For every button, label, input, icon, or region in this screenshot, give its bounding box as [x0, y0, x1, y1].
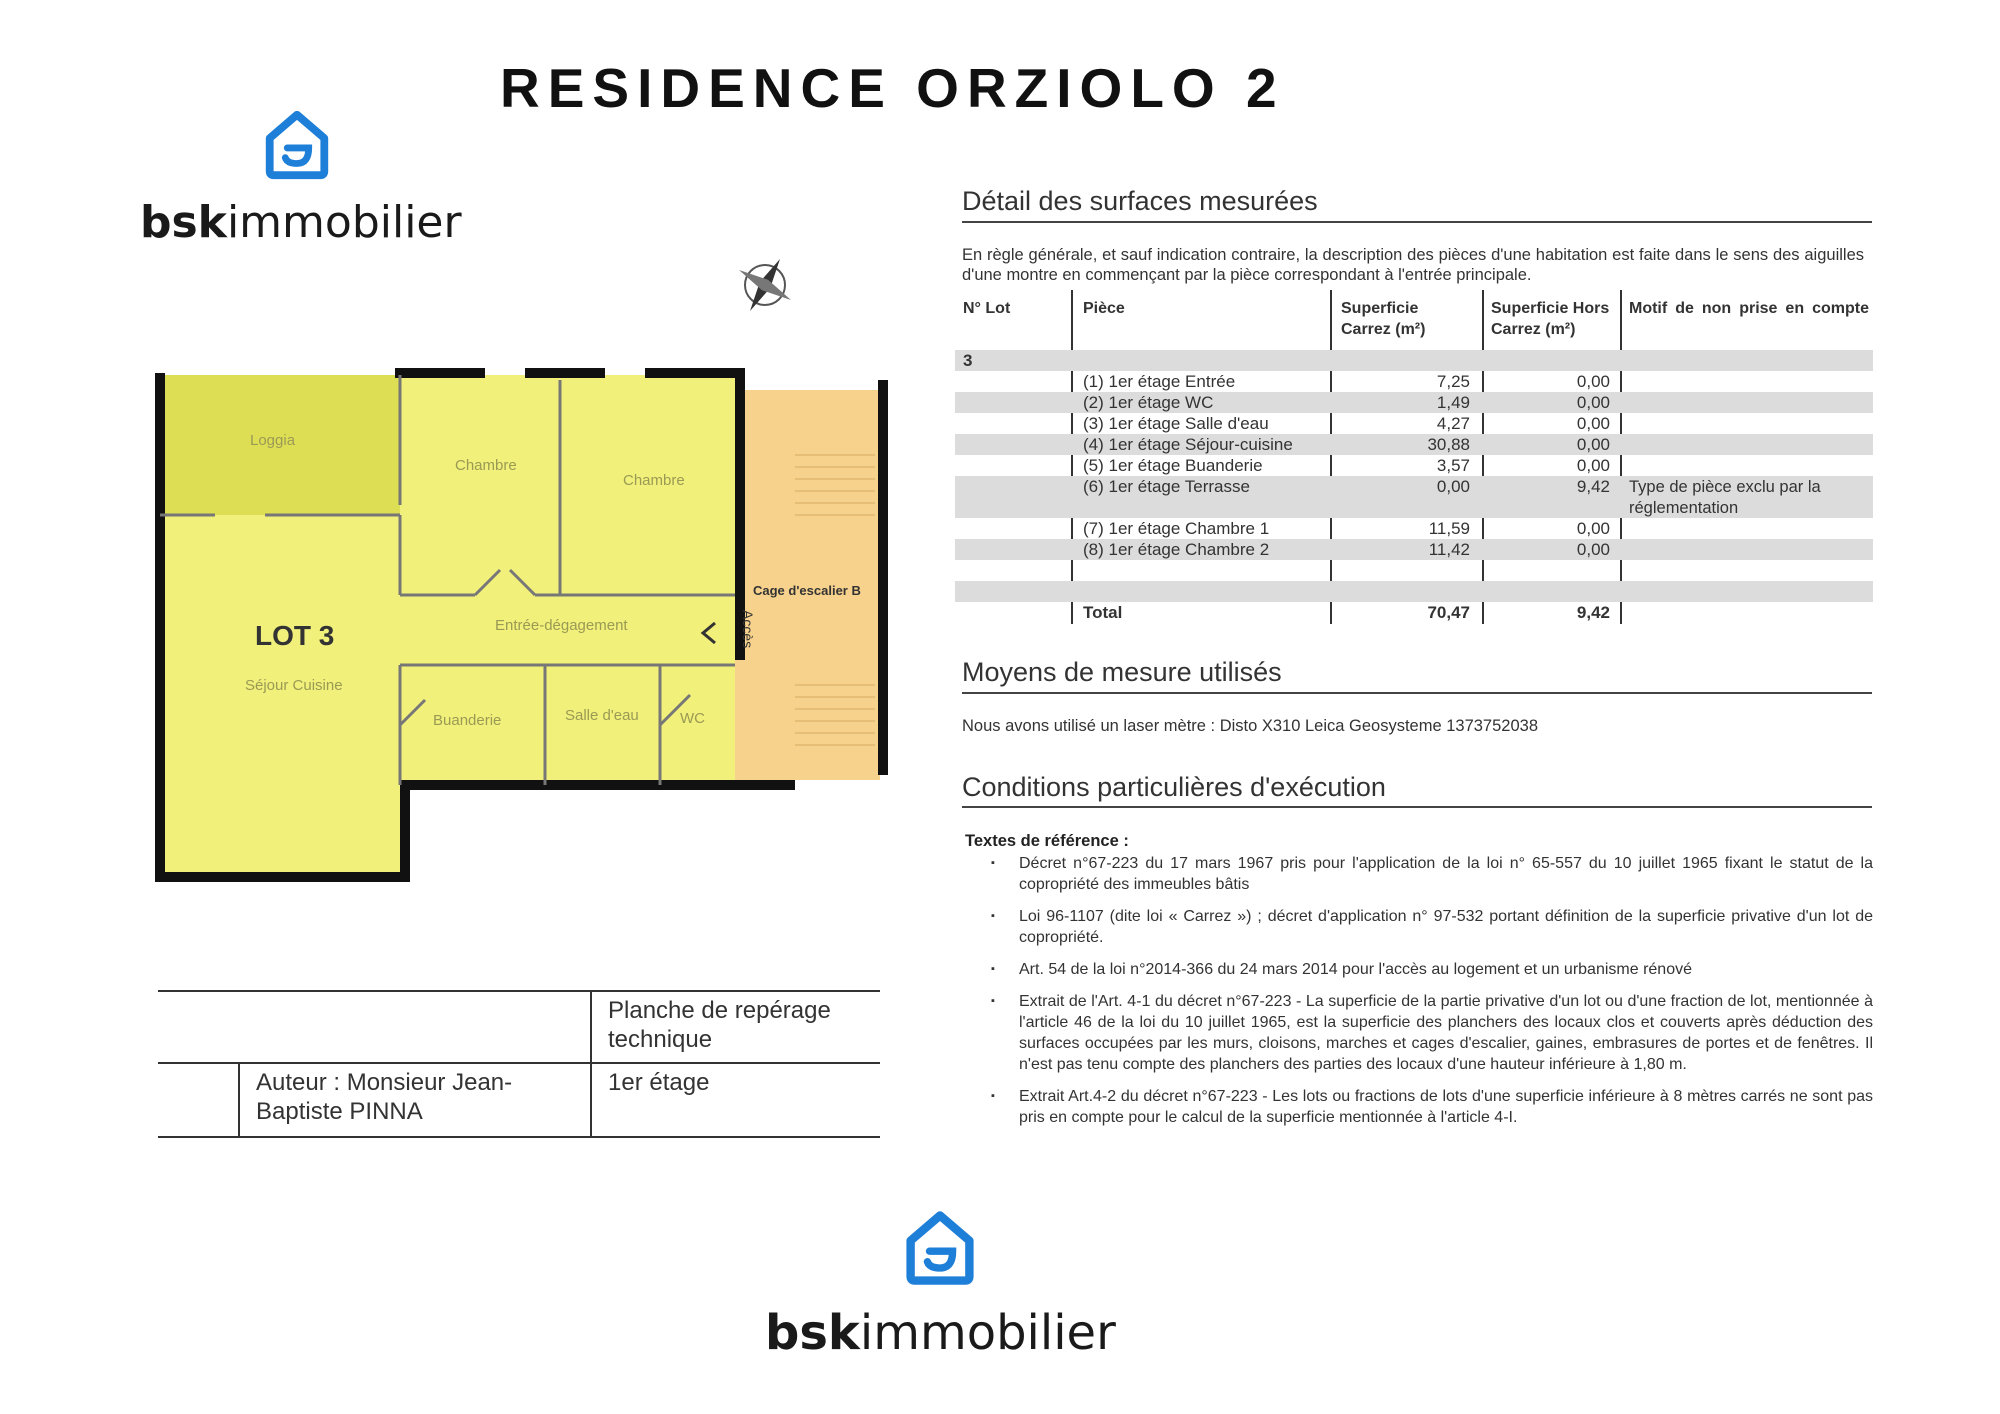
room-label-sejour: Séjour Cuisine — [245, 677, 343, 694]
house-logo-icon — [258, 105, 336, 183]
room-label-chambre-1: Chambre — [455, 457, 517, 474]
room-label-cage: Cage d'escalier B — [753, 583, 861, 598]
table-row-total: Total 70,47 9,42 — [1083, 603, 1610, 622]
header-carrez: Superficie Carrez (m²) — [1341, 300, 1426, 338]
lot-label: LOT 3 — [255, 620, 335, 651]
house-logo-icon — [898, 1205, 982, 1289]
document-title: RESIDENCE ORZIOLO 2 — [500, 57, 1285, 119]
header-lot: N° Lot — [963, 300, 1011, 317]
table-row: (4) 1er étage Séjour-cuisine 30,88 0,00 — [955, 434, 1873, 455]
surfaces-table — [955, 290, 1873, 624]
room-label-acces: Accès — [740, 610, 756, 649]
list-item: ▪ Loi 96-1107 (dite loi « Carrez ») ; décret d'application n° 97-532 portant définition de la superficie privative d'un lot de copropriété. — [1019, 906, 1873, 948]
references — [965, 832, 1873, 1139]
table-row: (5) 1er étage Buanderie 3,57 0,00 — [1083, 456, 1610, 475]
brand-wordmark: bskimmobilier — [765, 1305, 1116, 1361]
brand-logo-top — [140, 105, 470, 255]
room-label-wc: WC — [680, 710, 705, 727]
moyens-text: Nous avons utilisé un laser mètre : Disto X310 Leica Geosysteme 1373752038 — [962, 717, 1538, 735]
section-title-conditions: Conditions particulières d'exécution — [962, 772, 1386, 802]
list-item: ▪ Décret n°67-223 du 17 mars 1967 pris pour l'application de la loi n° 65-557 du 10 juillet 1965 fixant le statut de la copropriété des immeubles bâtis — [1019, 853, 1873, 895]
references-heading: Textes de référence : — [965, 832, 1129, 850]
list-item: ▪ Art. 54 de la loi n°2014-366 du 24 mars 2014 pour l'accès au logement et un urbanisme rénové — [1019, 959, 1873, 980]
list-item: ▪ Extrait de l'Art. 4-1 du décret n°67-223 - La superficie de la partie privative d'un lot ou d'une fraction de lot, mentionnée à l'article 46 de la loi du 10 juillet 1965, est la superficie des planchers des locaux clos et couverts après déduction des surfaces occupées par les murs, cloisons, marches et cages d'escalier, gaines, embrasures de portes et de fenêtres. Il n'est pas tenu compte des planchers des parties des locaux d'une hauteur inférieure à 1,80 m. — [1019, 991, 1873, 1075]
table-row: (3) 1er étage Salle d'eau 4,27 0,00 — [1083, 414, 1610, 433]
table-row: (2) 1er étage WC 1,49 0,00 — [955, 392, 1873, 413]
section-title-details: Détail des surfaces mesurées — [962, 186, 1318, 216]
details-intro: En règle générale, et sauf indication contraire, la description des pièces d'une habitation est faite dans le sens des aiguilles d'une montre en commençant par la pièce correspondant à l'entrée principale. — [962, 246, 1864, 284]
header-piece: Pièce — [1083, 300, 1125, 317]
table-row: (6) 1er étage Terrasse 0,00 9,42 Type de pièce exclu par la réglementation — [955, 476, 1873, 518]
header-motif: Motif de non prise en compte — [1629, 300, 1869, 317]
table-row: (8) 1er étage Chambre 2 11,42 0,00 — [955, 539, 1873, 560]
table-row-lot: 3 — [955, 350, 1873, 371]
room-label-chambre-2: Chambre — [623, 472, 685, 489]
table-row: (7) 1er étage Chambre 1 11,59 0,00 — [1083, 519, 1610, 538]
brand-logo-bottom — [765, 1205, 1125, 1365]
cartouche-etage: 1er étage — [608, 1069, 710, 1096]
compass-icon — [736, 256, 794, 314]
room-label-loggia: Loggia — [250, 432, 296, 449]
room-label-buanderie: Buanderie — [433, 712, 502, 729]
header-hors-carrez: Superficie Hors Carrez (m²) — [1491, 300, 1610, 338]
table-row: (1) 1er étage Entrée 7,25 0,00 — [1083, 372, 1610, 391]
brand-wordmark: bskimmobilier — [140, 197, 462, 248]
floor-plan — [155, 245, 890, 885]
room-label-entree: Entrée-dégagement — [495, 617, 628, 634]
section-title-moyens: Moyens de mesure utilisés — [962, 657, 1282, 687]
list-item: ▪ Extrait Art.4-2 du décret n°67-223 - Les lots ou fractions de lots d'une superficie inférieure à 8 mètres carrés ne sont pas pris en compte pour le calcul de la superficie mentionnée à l'article 4-I. — [1019, 1086, 1873, 1128]
cartouche-planche: Planche de repérage technique — [608, 997, 831, 1053]
plan-cartouche — [158, 990, 880, 1138]
cartouche-auteur: Auteur : Monsieur Jean-Baptiste PINNA — [256, 1069, 513, 1125]
room-label-salle-eau: Salle d'eau — [565, 707, 639, 724]
